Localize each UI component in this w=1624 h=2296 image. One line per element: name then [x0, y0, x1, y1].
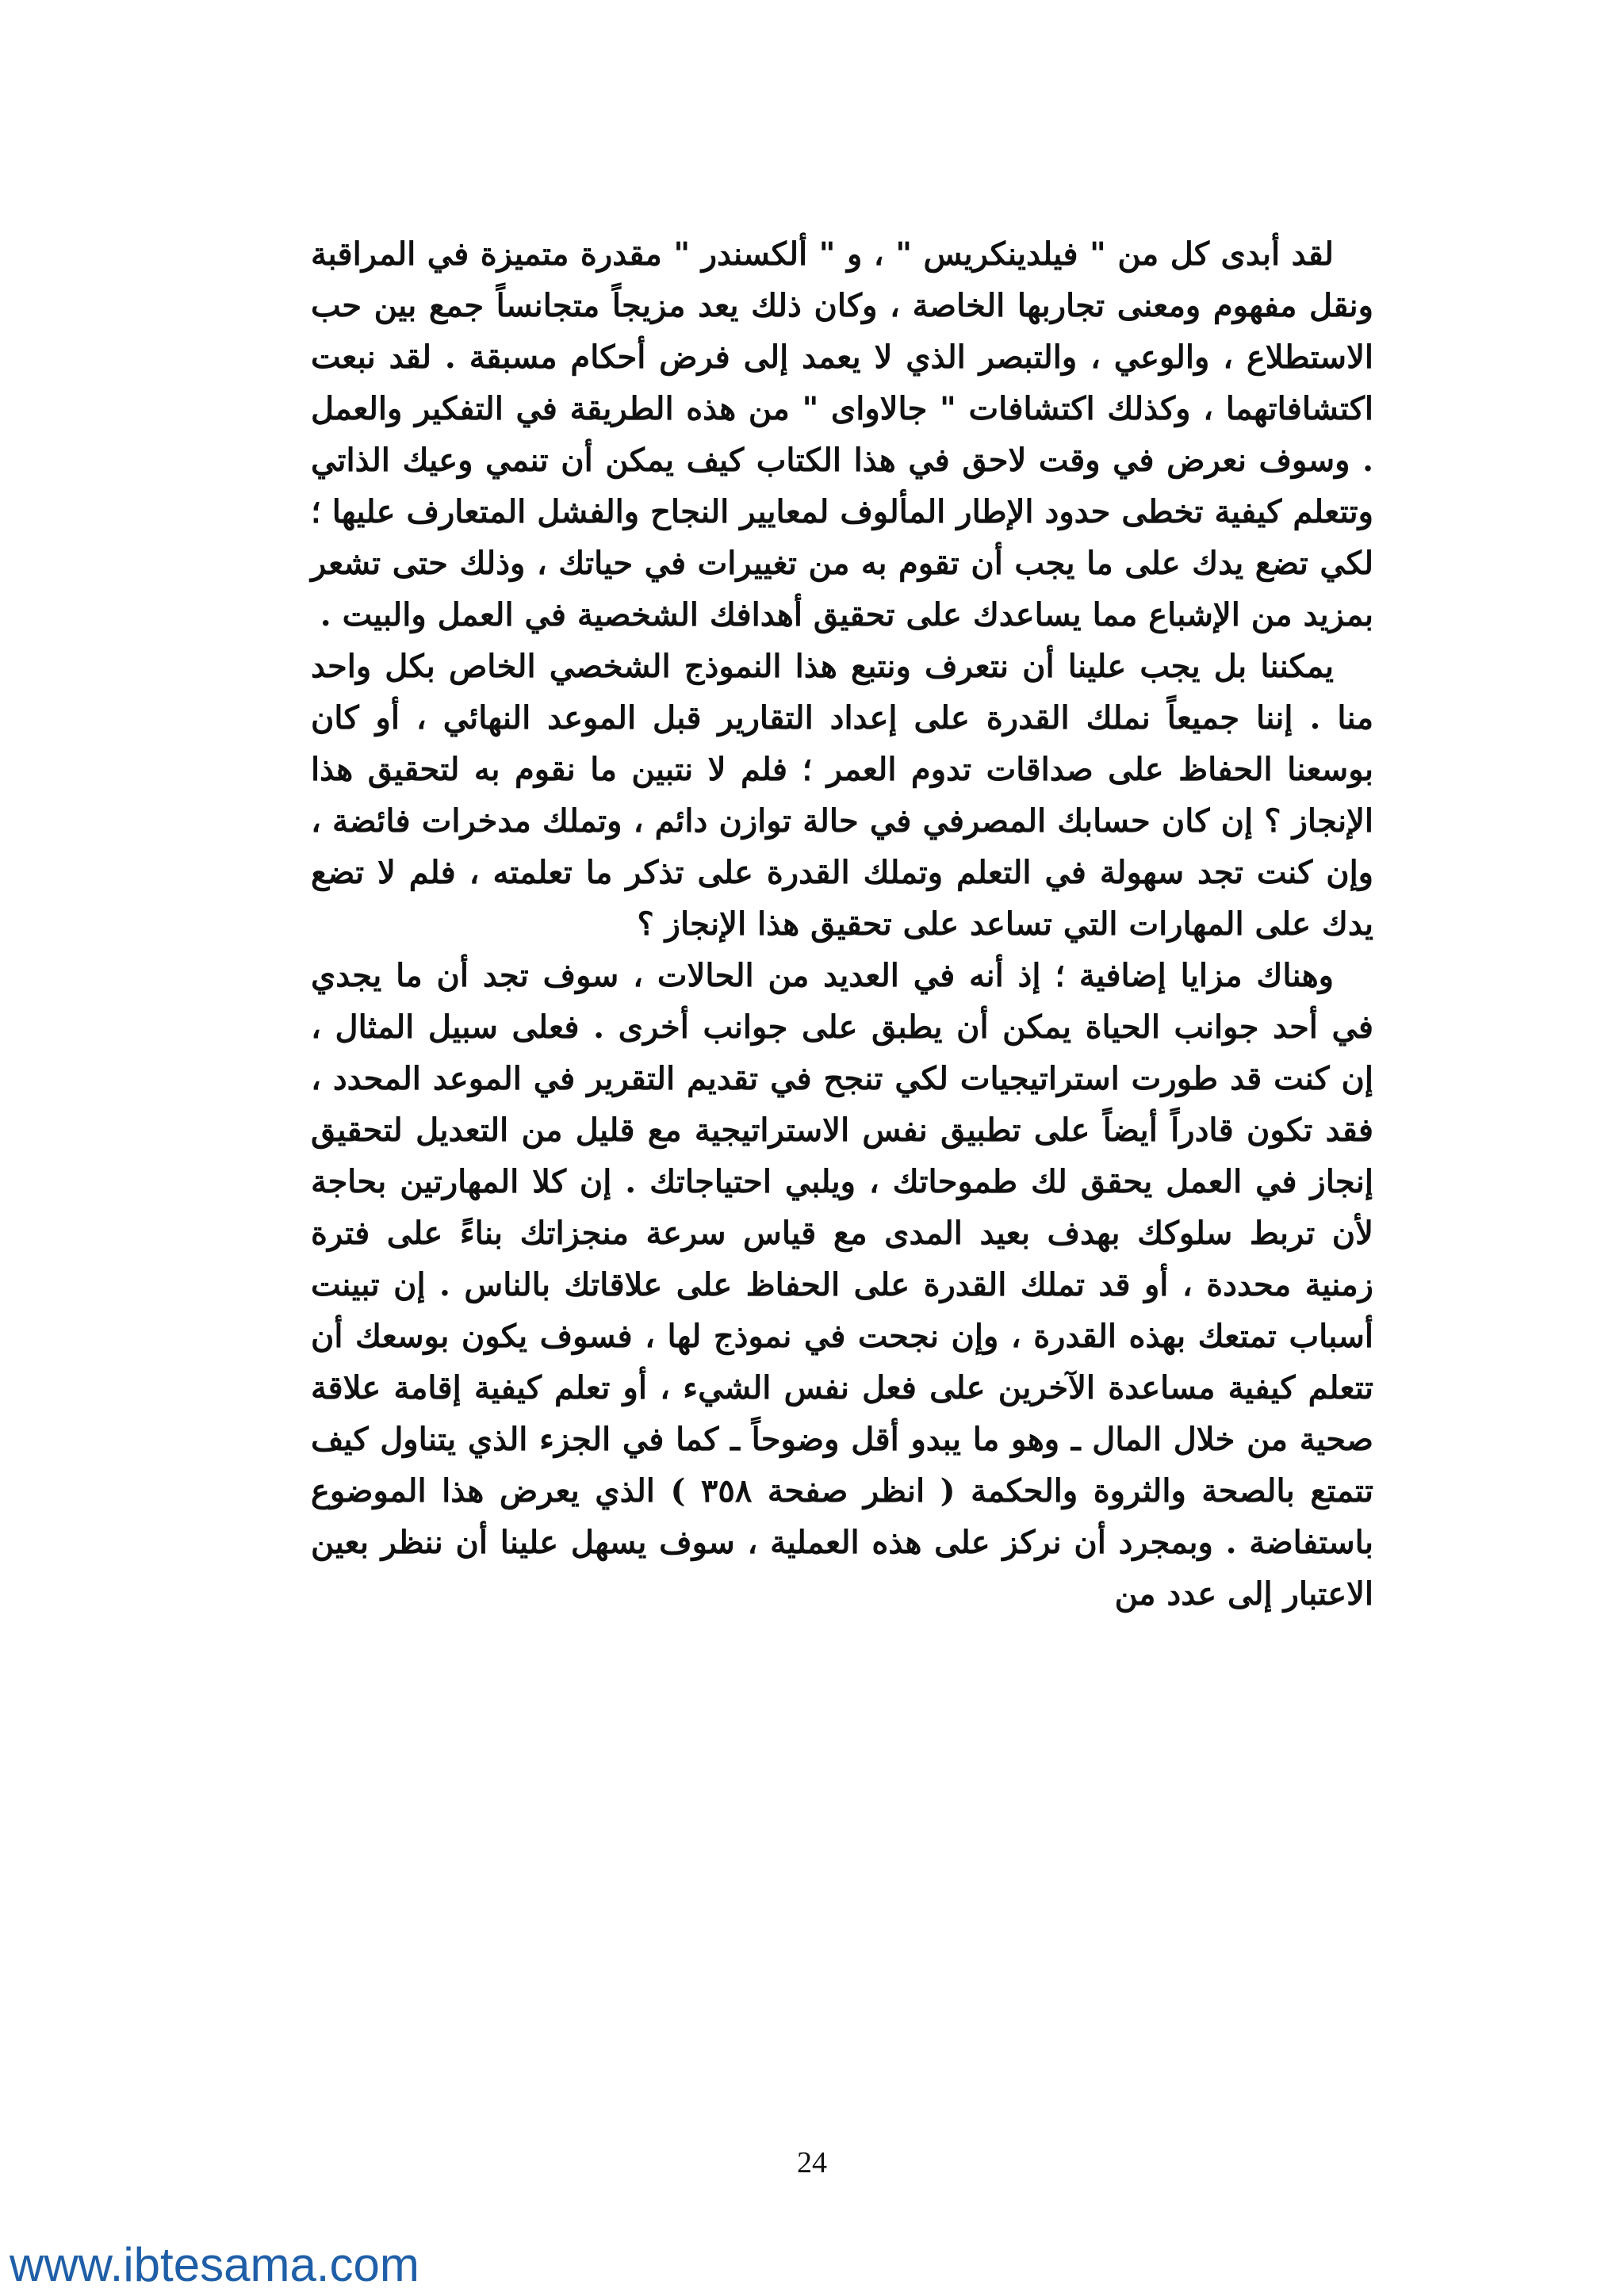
paragraph-2: يمكننا بل يجب علينا أن نتعرف ونتبع هذا النموذج الشخصي الخاص بكل واحد منا . إننا جميعاً نملك القدرة على إعداد التقارير قبل الموعد النهائي ، أو كان بوسعنا الحفاظ على صداقات تدوم العمر ؛ فلم لا نتبين ما نقوم به لتحقيق هذا الإنجاز ؟ إن كان حسابك المصرفي في حالة توازن دائم ، وتملك مدخرات فائضة ، وإن كنت تجد سهولة في التعلم وتملك القدرة على تذكر ما تعلمته ، فلم لا تضع يدك على المهارات التي تساعد على تحقيق هذا الإنجاز ؟	[311, 648, 1374, 943]
body-text	[311, 228, 1373, 1620]
watermark-url: www.ibtesama.com	[10, 2238, 419, 2291]
page-number: 24	[797, 2146, 827, 2179]
paragraph-1: لقد أبدى كل من " فيلدينكريس " ، و " ألكسندر " مقدرة متميزة في المراقبة ونقل مفهوم ومعنى تجاربها الخاصة ، وكان ذلك يعد مزيجاً متجانساً جمع بين حب الاستطلاع ، والوعي ، والتبصر الذي لا يعمد إلى فرض أحكام مسبقة . لقد نبعت اكتشافاتهما ، وكذلك اكتشافات " جالاواى " من هذه الطريقة في التفكير والعمل . وسوف نعرض في وقت لاحق في هذا الكتاب كيف يمكن أن تنمي وعيك الذاتي وتتعلم كيفية تخطى حدود الإطار المألوف لمعايير النجاح والفشل المتعارف عليها ؛ لكي تضع يدك على ما يجب أن تقوم به من تغييرات في حياتك ، وذلك حتى تشعر بمزيد من الإشباع مما يساعدك على تحقيق أهدافك الشخصية في العمل والبيت .	[311, 235, 1373, 633]
paragraph-3: وهناك مزايا إضافية ؛ إذ أنه في العديد من الحالات ، سوف تجد أن ما يجدي في أحد جوانب الحياة يمكن أن يطبق على جوانب أخرى . فعلى سبيل المثال ، إن كنت قد طورت استراتيجيات لكي تنجح في تقديم التقرير في الموعد المحدد ، فقد تكون قادراً أيضاً على تطبيق نفس الاستراتيجية مع قليل من التعديل لتحقيق إنجاز في العمل يحقق لك طموحاتك ، ويلبي احتياجاتك . إن كلا المهارتين بحاجة لأن تربط سلوكك بهدف بعيد المدى مع قياس سرعة منجزاتك بناءً على فترة زمنية محددة ، أو قد تملك القدرة على الحفاظ على علاقاتك بالناس . إن تبينت أسباب تمتعك بهذه القدرة ، وإن نجحت في نموذج لها ، فسوف يكون بوسعك أن تتعلم كيفية مساعدة الآخرين على فعل نفس الشيء ، أو تعلم كيفية إقامة علاقة صحية من خلال المال ـ وهو ما يبدو أقل وضوحاً ـ كما في الجزء الذي يتناول كيف تتمتع بالصحة والثروة والحكمة ( انظر صفحة ٣٥٨ ) الذي يعرض هذا الموضوع باستفاضة . وبمجرد أن نركز على هذه العملية ، سوف يسهل علينا أن ننظر بعين الاعتبار إلى عدد من	[311, 957, 1374, 1613]
